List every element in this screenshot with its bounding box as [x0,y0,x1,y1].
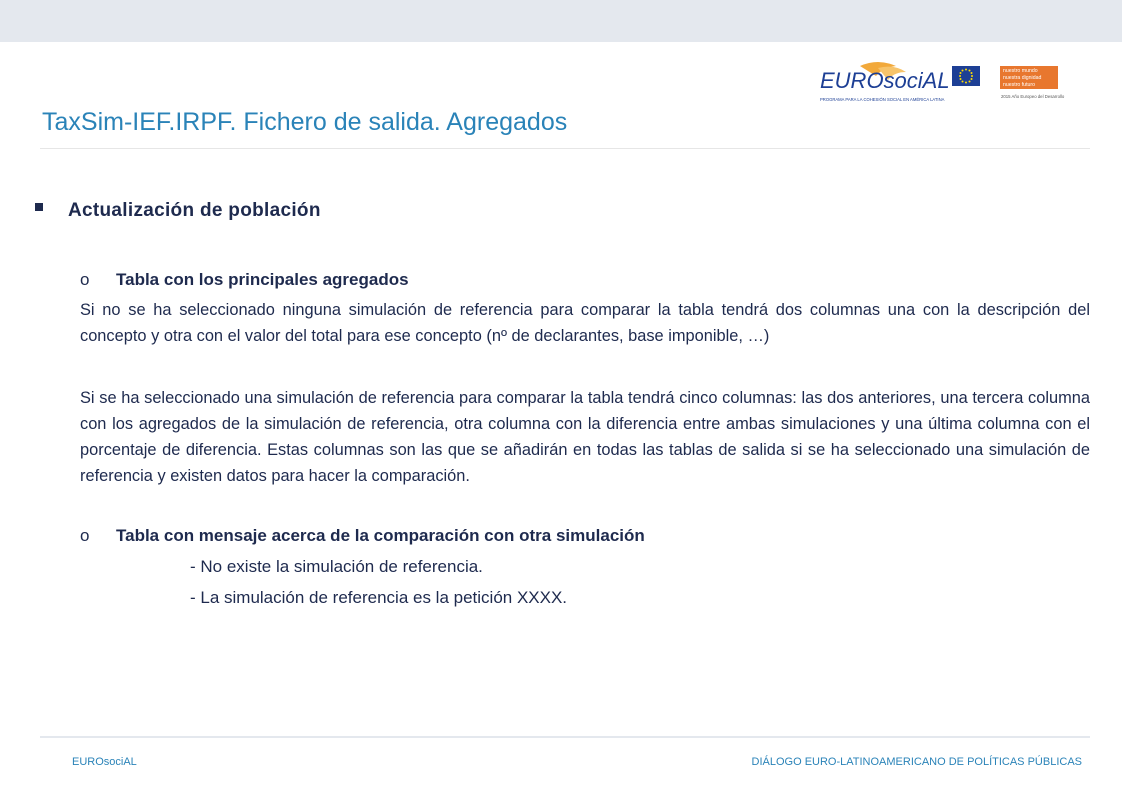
header-logos [820,56,1090,106]
section-1-paragraph-1: Si no se ha seleccionado ninguna simulación de referencia para comparar la tabla tendrá dos columnas una con la descripción del concepto y otra con el valor del total para ese concepto (nº de declarantes, base imponible, …) [80,301,1090,345]
footer-tagline: DIÁLOGO EURO-LATINOAMERICANO DE POLÍTICAS PÚBLICAS [751,756,1082,768]
page-title: TaxSim-IEF.IRPF. Fichero de salida. Agregados [42,108,568,136]
campaign-caption: 2015 Año Europeo del Desarrollo [1001,94,1065,99]
section-1-paragraph-2: Si se ha seleccionado una simulación de referencia para comparar la tabla tendrá cinco columnas: las dos anteriores, una tercera columna con los agregados de la simulación de referencia, otra columna con la diferencia entre ambas simulaciones y una última columna con el porcentaje de diferencia. Estas columnas son las que se añadirán en todas las tablas de salida si se ha seleccionado una simulación de referencia y existen datos para hacer la comparación. [80,389,1090,485]
section-1-heading-text: Tabla con los principales agregados [116,270,409,289]
title-divider [40,148,1090,149]
circle-bullet-icon: o [80,526,90,545]
section-2-heading-text: Tabla con mensaje acerca de la comparación con otra simulación [116,526,645,545]
section-2-item: - No existe la simulación de referencia. [190,557,483,576]
section-2-item: - La simulación de referencia es la petición XXXX. [190,588,568,607]
circle-bullet-icon: o [80,270,90,289]
eurosocial-logo [820,56,1090,106]
campaign-line-3: nuestro futuro [1003,82,1036,88]
logo-brand-text: EUROsociAL [820,68,950,93]
logo-tagline: PROGRAMA PARA LA COHESIÓN SOCIAL EN AMÉRICA LATINA [820,97,945,102]
footer-brand: EUROsociAL [72,756,137,768]
square-bullet-icon [35,203,43,211]
campaign-line-1: nuestro mundo [1003,68,1038,74]
footer-divider [40,736,1090,738]
main-bullet-text: Actualización de población [68,200,321,221]
top-banner [0,0,1122,42]
campaign-line-2: nuestra dignidad [1003,75,1042,81]
